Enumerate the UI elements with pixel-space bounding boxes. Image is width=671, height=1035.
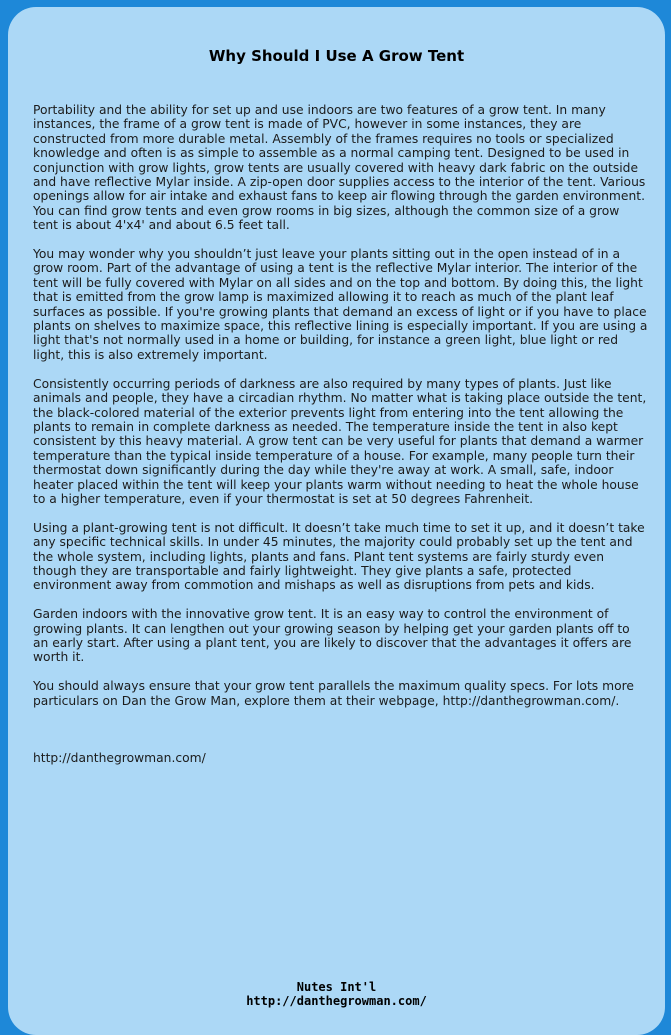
footer-url[interactable]: http://danthegrowman.com/ [246, 994, 427, 1008]
article-card [8, 7, 665, 1035]
footer-company: Nutes Int'l [296, 980, 377, 994]
paragraph-garden-indoors: Garden indoors with the innovative grow tent. It is an easy way to control the environment of growing plants. It can lengthen out your growing season by helping get your garden plants off to an early start. After using a plant tent, you are likely to discover that the advantages it offers are worth it. [33, 607, 632, 665]
article-link[interactable]: http://danthegrowman.com/ [33, 750, 206, 765]
paragraph-easy-setup: Using a plant-growing tent is not difficult. It doesn’t take much time to set it up, and it doesn’t take any specific technical skills. In under 45 minutes, the majority could probably set up the tent and the whole system, including lights, plants and fans. Plant tent systems are fairly sturdy even though they are transportable and fairly lightweight. They give plants a safe, protected environment away from commotion and mishaps as well as disruptions from pets and kids. [33, 520, 645, 593]
paragraph-darkness-temperature: Consistently occurring periods of darkness are also required by many types of plants. Just like animals and people, they have a circadian rhythm. No matter what is taking place outside the tent, the black-colored material of the exterior prevents light from entering into the tent allowing the plants to remain in complete darkness as needed. The temperature inside the tent in also kept consistent by this heavy material. A grow tent can be very useful for plants that demand a warmer temperature than the typical inside temperature of a house. For example, many people turn their thermostat down significantly during the day while they're away at work. A small, safe, indoor heater placed within the tent will keep your plants warm without needing to heat the whole house to a higher temperature, even if your thermostat is set at 50 degrees Fahrenheit. [33, 376, 647, 506]
paragraph-portability: Portability and the ability for set up and use indoors are two features of a grow tent. In many instances, the frame of a grow tent is made of PVC, however in some instances, they are constructed from more durable metal. Assembly of the frames requires no tools or specialized knowledge and often is as simple to assemble as a normal camping tent. Designed to be used in conjunction with grow lights, grow tents are usually covered with heavy dark fabric on the outside and have reflective Mylar inside. A zip-open door supplies access to the interior of the tent. Various openings allow for air intake and exhaust fans to keep air flowing through the garden environment. You can find grow tents and even grow rooms in big sizes, although the common size of a grow tent is about 4'x4' and about 6.5 feet tall. [33, 103, 646, 233]
article-body [33, 103, 648, 780]
paragraph-quality-specs: You should always ensure that your grow tent parallels the maximum quality specs. For lots more particulars on Dan the Grow Man, explore them at their webpage, http://danthegrowman.com/. [33, 679, 634, 708]
article-title: Why Should I Use A Grow Tent [208, 47, 465, 65]
paragraph-mylar-interior: You may wonder why you shouldn’t just leave your plants sitting out in the open instead of in a grow room. Part of the advantage of using a tent is the reflective Mylar interior. The interior of the tent will be fully covered with Mylar on all sides and on the top and bottom. By doing this, the light that is emitted from the grow lamp is maximized allowing it to reach as much of the plant leaf surfaces as possible. If you're growing plants that demand an excess of light or if you have to place plants on shelves to maximize space, this reflective lining is especially important. If you are using a light that's not normally used in a home or building, for instance a green light, blue light or red light, this is also extremely important. [33, 247, 648, 362]
footer [8, 980, 665, 1008]
